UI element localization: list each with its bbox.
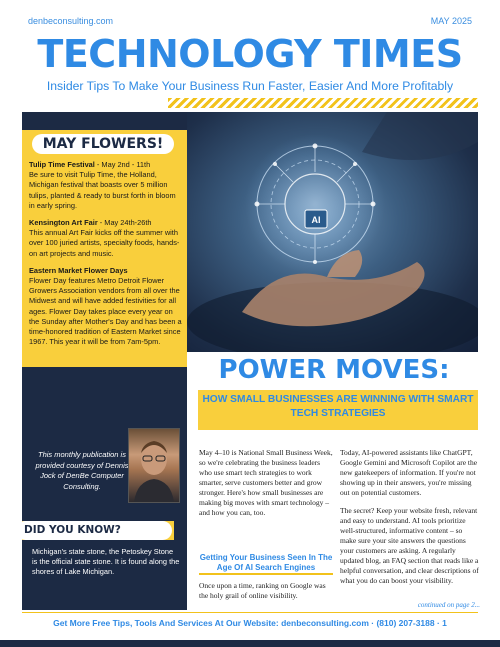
footer-divider <box>22 612 478 613</box>
did-you-know-heading: DID YOU KNOW? <box>16 521 172 540</box>
event-item <box>29 218 183 259</box>
event-title: Eastern Market Flower Days <box>29 265 128 275</box>
website-url: denbeconsulting.com <box>28 16 114 26</box>
event-dates: - May 2nd - 11th <box>94 160 151 169</box>
event-body: Flower Day features Metro Detroit Flower Growers Association vendors from all over the Midwest and will have added festivities for all ages. Flower Day takes place every year on the Sunday after Mother's Day and has been a time-honored tradition of Eastern Market since 1967. This year it will be from 7am-5pm. <box>29 276 182 347</box>
article-subheadline: HOW SMALL BUSINESSES ARE WINNING WITH SMART TECH STRATEGIES <box>202 394 474 419</box>
did-you-know-text: Michigan's state stone, the Petoskey Stone is the official state stone. It is found along the shores of Lake Michigan. <box>32 547 180 577</box>
newsletter-title: TECHNOLOGY TIMES <box>37 32 463 76</box>
article-headline: POWER MOVES: <box>218 355 450 385</box>
article-paragraph: May 4–10 is National Small Business Week, so we're celebrating the business leaders who use smart tech strategies to work smarter, serve customers better and grow stronger. Here's how small businesses are making big moves with smart technology – and how you can, too. <box>199 448 333 517</box>
article-paragraph: The secret? Keep your website fresh, relevant and easy to understand. AI tools prioritize well-structured, informative content – so make sure your site answers the questions your customers are asking. A regularly updated blog, an FAQ section that reads like a helpful conversation, and clear descriptions of what you do can boost your visibility. <box>340 506 479 585</box>
section-underline <box>199 573 333 575</box>
event-title: Kensington Art Fair <box>29 218 98 228</box>
footer-text: Get More Free Tips, Tools And Services At Our Website: denbeconsulting.com · (810) 207-3188 · 1 <box>53 618 447 628</box>
article-paragraph: Today, AI-powered assistants like ChatGPT, Google Gemini and Microsoft Copilot are the new gatekeepers of information. If you're not showing up in their answers, you're missing out on potential customers. <box>340 448 478 497</box>
ai-hologram-illustration <box>187 112 478 352</box>
newsletter-tagline: Insider Tips To Make Your Business Run Faster, Easier And More Profitably <box>46 79 454 93</box>
issue-date: MAY 2025 <box>430 16 472 26</box>
event-body: Be sure to visit Tulip Time, the Holland, Michigan festival that boasts over 5 million tulips, planted & ready to burst forth in bloom in early spring. <box>29 170 176 210</box>
events-list <box>29 160 183 354</box>
hero-image-ai-hand <box>187 112 478 352</box>
event-dates: - May 24th-26th <box>97 218 152 228</box>
article-column-1-cont <box>199 581 333 609</box>
author-photo <box>128 428 180 503</box>
event-item <box>29 160 183 211</box>
article-column-1 <box>199 448 333 526</box>
footer-bar <box>0 640 500 647</box>
continued-link[interactable]: continued on page 2... <box>417 601 480 609</box>
hatch-divider <box>168 98 478 108</box>
article-paragraph: Once upon a time, ranking on Google was the holy grail of online visibility. <box>199 581 326 600</box>
ai-chip-label: AI <box>311 215 321 225</box>
article-column-2 <box>340 448 480 594</box>
author-portrait <box>129 429 179 502</box>
masthead-topline <box>28 16 472 26</box>
may-flowers-heading: MAY FLOWERS! <box>32 134 174 154</box>
courtesy-note: This monthly publication is provided courtesy of Dennis Jock of DenBe Computer Consulting. <box>35 450 129 491</box>
event-body: This annual Art Fair kicks off the summer with over 100 juried artists, specialty foods, hands-on art projects and music. <box>29 228 180 258</box>
event-item <box>29 266 183 348</box>
section-heading: Getting Your Business Seen In The Age Of AI Search Engines <box>199 553 333 572</box>
event-title: Tulip Time Festival <box>29 160 95 169</box>
